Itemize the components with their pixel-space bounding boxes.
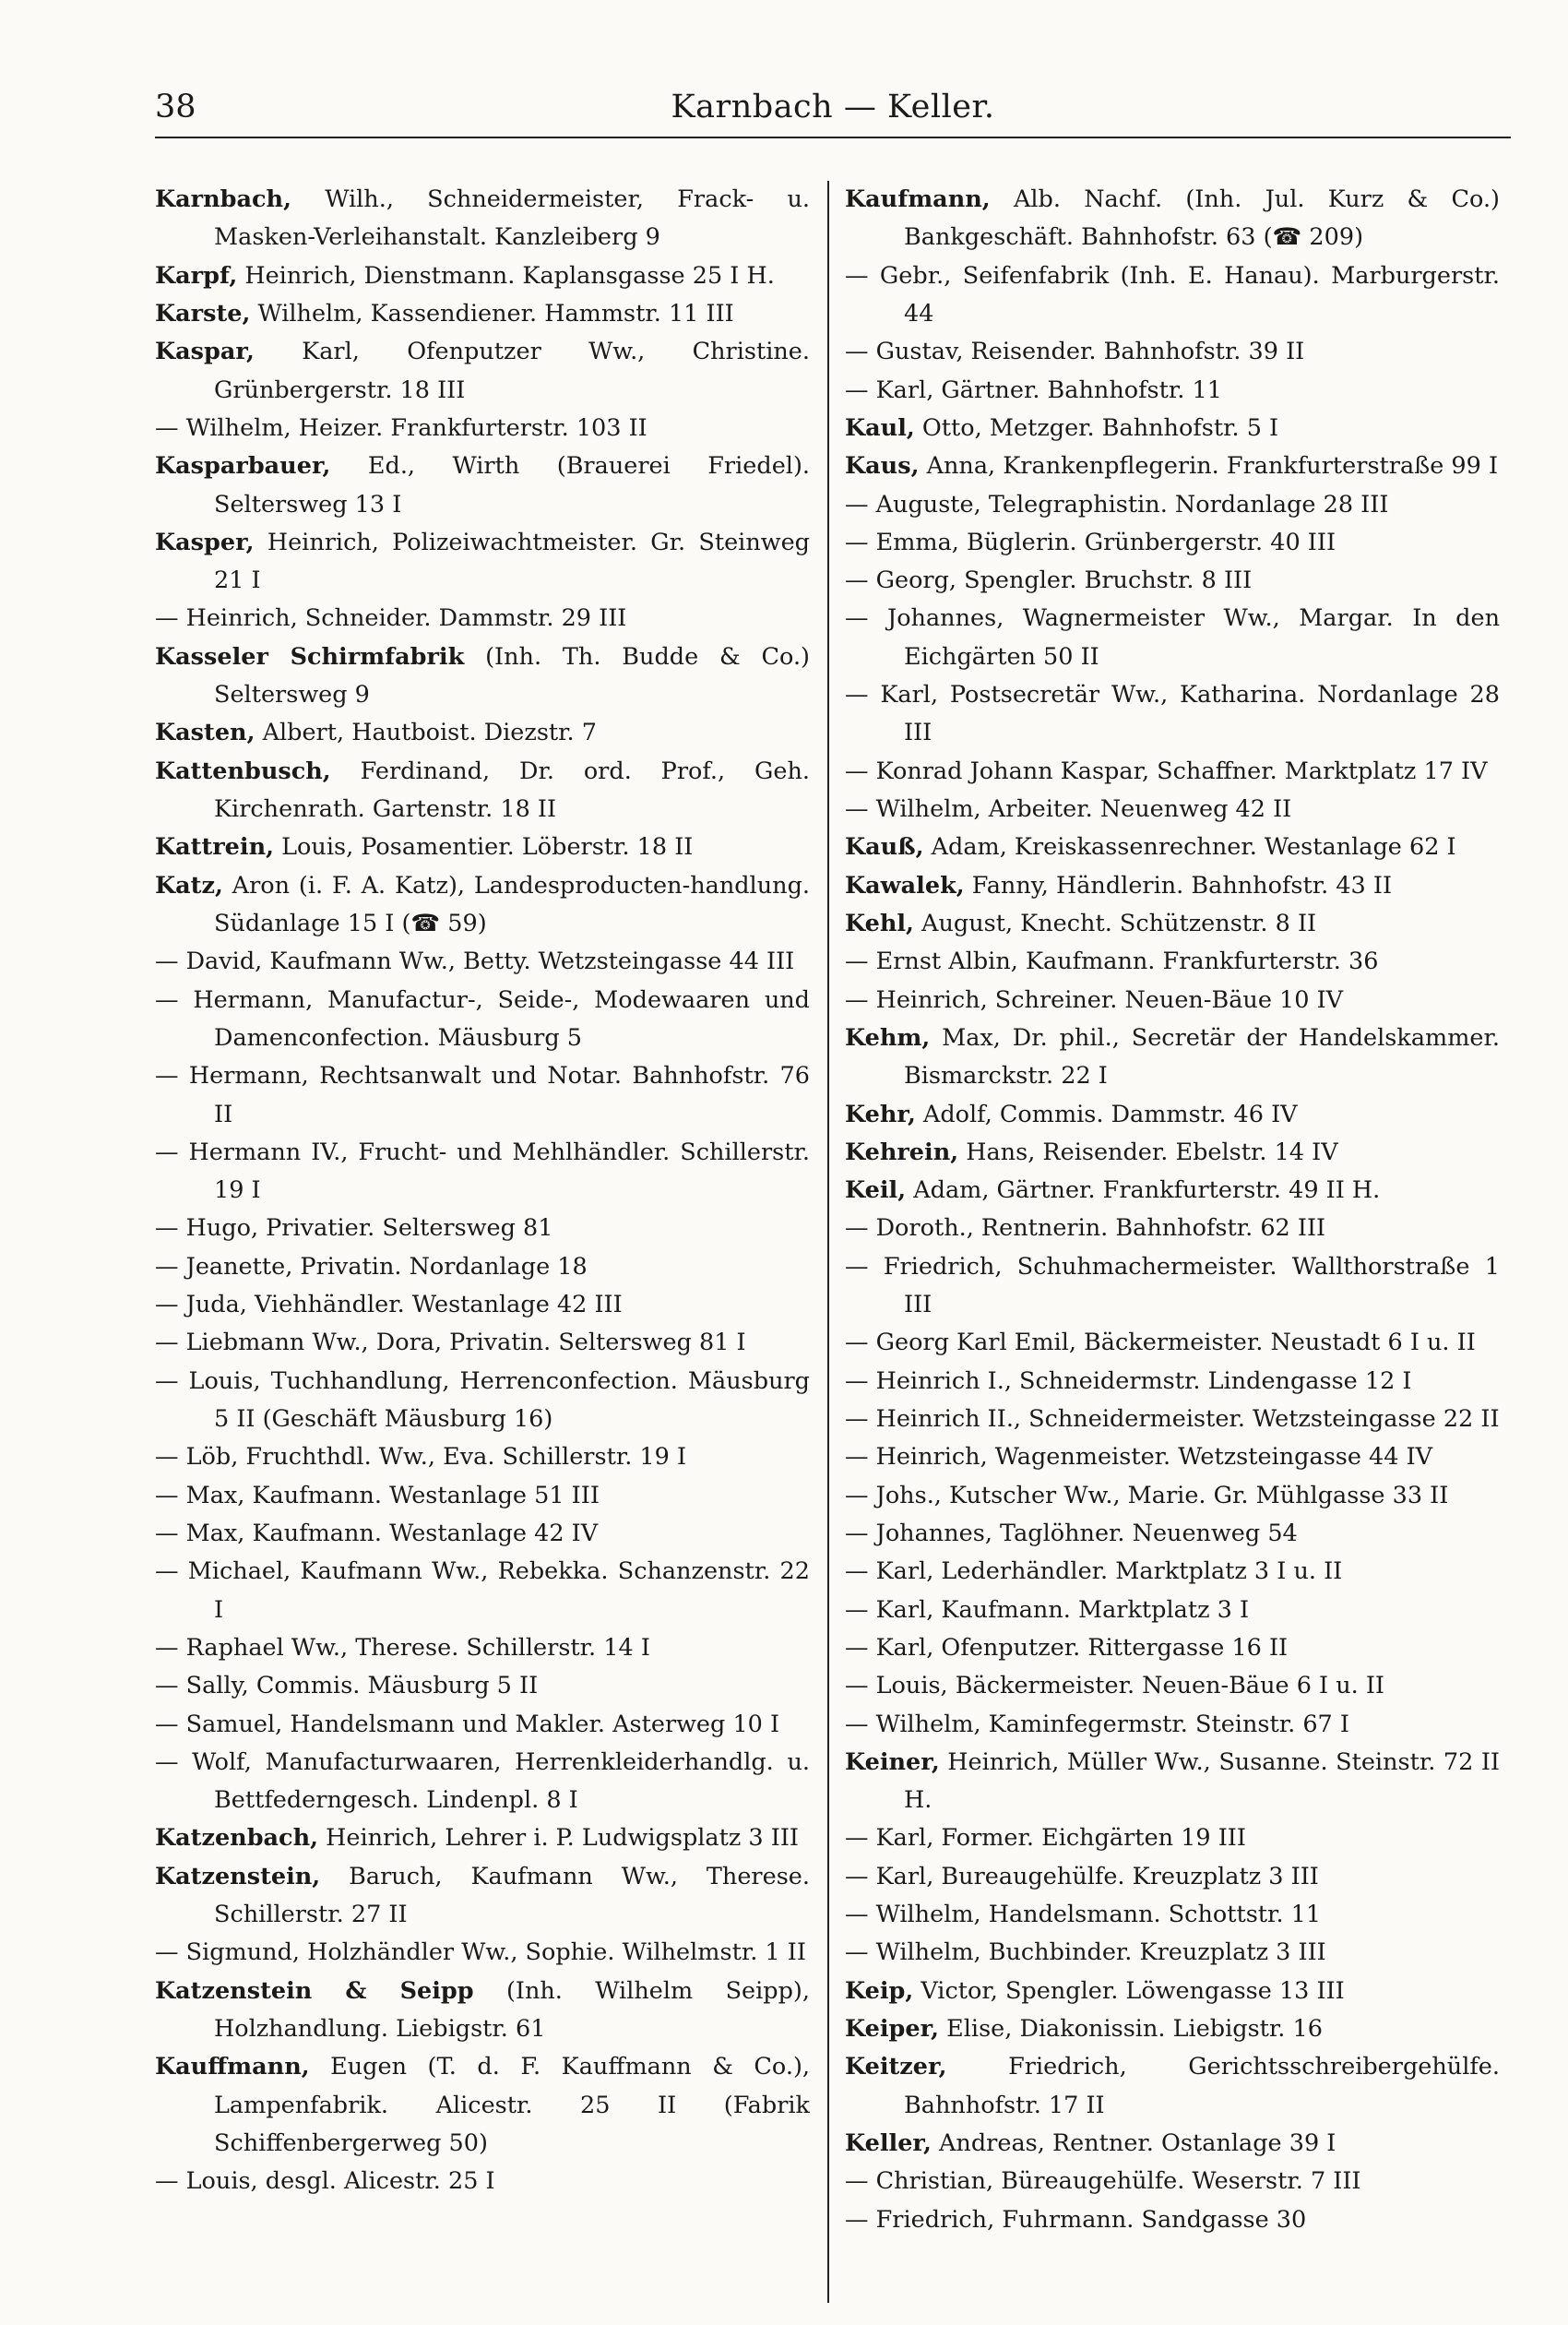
entry-text: — Heinrich II., Schneidermeister. Wetzsteingasse 22 II [845,1405,1500,1433]
entry-text: — Karl, Bureaugehülfe. Kreuzplatz 3 III [845,1862,1319,1890]
directory-entry [155,1706,810,1744]
entry-name: Kasten, [155,719,255,747]
entry-text: Victor, Spengler. Löwengasse 13 III [913,1976,1345,2005]
entry-text: Alb. Nachf. (Inh. Jul. Kurz & Co.) Bankgeschäft. Bahnhofstr. 63 (☎ 209) [904,185,1500,252]
entry-text: Adam, Kreiskassenrechner. Westanlage 62 I [923,833,1456,862]
directory-entry [845,1744,1500,1820]
directory-entry [845,1477,1500,1515]
entry-text: — Wilhelm, Arbeiter. Neuenweg 42 II [845,795,1292,823]
entry-text: — Christian, Büreaugehülfe. Weserstr. 7 III [845,2167,1361,2196]
entry-text: — Wolf, Manufacturwaaren, Herrenkleiderhandlg. u. Bettfederngesch. Lindenpl. 8 I [155,1747,810,1815]
entry-name: Katz, [155,871,223,900]
entry-text: Wilhelm, Kassendiener. Hammstr. 11 III [250,299,734,328]
entry-text: — Wilhelm, Kaminfegermstr. Steinstr. 67 I [845,1710,1349,1738]
entry-text: — Karl, Kaufmann. Marktplatz 3 I [845,1595,1250,1624]
directory-entry [845,1019,1500,1096]
directory-entry [155,1210,810,1247]
entry-text: — Hermann, Manufactur-, Seide-, Modewaaren und Damenconfection. Mäusburg 5 [155,985,810,1052]
entry-name: Kattenbusch, [155,757,331,785]
directory-entry [155,1515,810,1553]
directory-entry [845,1858,1500,1896]
directory-entry [155,600,810,638]
entry-text: Otto, Metzger. Bahnhofstr. 5 I [914,413,1279,442]
entry-text: Heinrich, Müller Ww., Susanne. Steinstr. 72 II H. [904,1747,1500,1815]
entry-text: — Konrad Johann Kaspar, Schaffner. Marktplatz 17 IV [845,757,1488,785]
entry-name: Kehr, [845,1100,916,1128]
directory-entry [845,1896,1500,1934]
directory-entry [155,295,810,333]
directory-entry [845,753,1500,791]
entry-text: Ferdinand, Dr. ord. Prof., Geh. Kirchenrath. Gartenstr. 18 II [214,757,810,823]
entry-text: — Löb, Fruchthdl. Ww., Eva. Schillerstr. 19 I [155,1443,687,1472]
entry-text: — Gustav, Reisender. Bahnhofstr. 39 II [845,338,1305,366]
entry-text: Louis, Posamentier. Löberstr. 18 II [274,833,694,862]
directory-entry [845,1553,1500,1591]
entry-text: — Hermann IV., Frucht- und Mehlhändler. Schillerstr. 19 I [155,1138,810,1205]
entry-text: Max, Dr. phil., Secretär der Handelskammer. Bismarckstr. 22 I [904,1023,1500,1091]
entry-text: — Emma, Büglerin. Grünbergerstr. 40 III [845,528,1336,556]
directory-entry [845,1210,1500,1247]
entry-name: Kaspar, [155,338,255,366]
directory-entry [155,1934,810,1972]
entry-text: — Sigmund, Holzhändler Ww., Sophie. Wilhelmstr. 1 II [155,1938,806,1967]
directory-entry [845,2048,1500,2125]
entry-name: Kattrein, [155,833,275,862]
entry-text: — Heinrich, Schneider. Dammstr. 29 III [155,604,627,633]
entry-text: Anna, Krankenpflegerin. Frankfurterstraße 99 I [919,452,1499,481]
directory-entry [155,1134,810,1210]
entry-name: Kehl, [845,909,914,937]
entry-text: (Inh. Wilhelm Seipp), Holzhandlung. Liebigstr. 61 [214,1976,810,2043]
entry-text: — Wilhelm, Buchbinder. Kreuzplatz 3 III [845,1938,1326,1967]
entry-name: Keitzer, [845,2053,947,2081]
entry-name: Kasseler Schirmfabrik [155,642,465,671]
directory-entry [155,982,810,1058]
directory-entry [845,1248,1500,1325]
entry-text: Eugen (T. d. F. Kauffmann & Co.), Lampenfabrik. Alicestr. 25 II (Fabrik Schiffenbergerweg 50) [214,2053,810,2157]
entry-text: Karl, Ofenputzer Ww., Christine. Grünbergerstr. 18 III [214,338,810,404]
directory-entry [845,943,1500,981]
directory-entry [845,486,1500,524]
directory-entry [155,943,810,981]
entry-text: — Doroth., Rentnerin. Bahnhofstr. 62 III [845,1214,1326,1243]
column-divider [827,181,829,2303]
directory-entry [155,829,810,866]
entry-name: Karste, [155,299,251,328]
directory-entry [845,1592,1500,1629]
directory-entry [845,1515,1500,1553]
entry-text: — Raphael Ww., Therese. Schillerstr. 14 I [155,1633,650,1662]
directory-entry [155,1858,810,1935]
entry-text: — Max, Kaufmann. Westanlage 42 IV [155,1519,599,1547]
directory-entry [845,982,1500,1019]
entry-name: Kehm, [845,1023,931,1052]
directory-entry [845,562,1500,600]
entry-text: Baruch, Kaufmann Ww., Therese. Schillerstr. 27 II [214,1862,810,1929]
entry-text: — Gebr., Seifenfabrik (Inh. E. Hanau). Marburgerstr. 44 [845,261,1500,328]
entry-text: — Louis, Bäckermeister. Neuen-Bäue 6 I u. II [845,1672,1384,1700]
entry-text: — Samuel, Handelsmann und Makler. Asterweg 10 I [155,1710,780,1738]
entry-text: — Hugo, Privatier. Seltersweg 81 [155,1214,553,1243]
directory-entry [155,447,810,524]
entry-text: Heinrich, Polizeiwachtmeister. Gr. Steinweg 21 I [214,528,810,595]
directory-entry [155,1819,810,1857]
entry-text: — Sally, Commis. Mäusburg 5 II [155,1672,539,1700]
entry-text: Andreas, Rentner. Ostanlage 39 I [931,2128,1336,2157]
directory-entry [155,2163,810,2200]
directory-entry [155,257,810,295]
entry-text: — Heinrich, Schreiner. Neuen-Bäue 10 IV [845,985,1344,1014]
entry-name: Kehrein, [845,1138,959,1166]
entry-text: — Karl, Postsecretär Ww., Katharina. Nordanlage 28 III [845,681,1500,747]
directory-entry [845,181,1500,257]
directory-entry [155,333,810,410]
directory-entry [155,524,810,601]
directory-entry [845,1973,1500,2010]
directory-entry [845,1324,1500,1362]
directory-entry [845,1134,1500,1172]
entry-text: — Karl, Lederhändler. Marktplatz 3 I u. II [845,1557,1343,1586]
directory-entry [155,1477,810,1515]
entry-text: — Heinrich, Wagenmeister. Wetzsteingasse 44 IV [845,1443,1433,1472]
directory-entry [845,791,1500,829]
entry-text: Wilh., Schneidermeister, Frack- u. Masken-Verleihanstalt. Kanzleiberg 9 [214,185,810,252]
entry-text: — Heinrich I., Schneidermstr. Lindengasse 12 I [845,1366,1412,1395]
directory-entry [155,181,810,257]
entry-text: — Wilhelm, Handelsmann. Schottstr. 11 [845,1901,1322,1929]
entry-text: Adolf, Commis. Dammstr. 46 IV [915,1100,1298,1128]
entry-text: Albert, Hautboist. Diezstr. 7 [255,719,597,747]
directory-entry [155,1248,810,1286]
entry-text: Fanny, Händlerin. Bahnhofstr. 43 II [964,871,1393,900]
entry-text: — Johannes, Wagnermeister Ww., Margar. In den Eichgärten 50 II [845,604,1500,671]
entry-text: — Friedrich, Schuhmachermeister. Wallthorstraße 1 III [845,1252,1500,1319]
directory-entry [845,2010,1500,2048]
directory-entry [155,1438,810,1476]
directory-entry [155,1324,810,1362]
entry-text: Elise, Diakonissin. Liebigstr. 16 [939,2015,1323,2043]
entry-text: — Liebmann Ww., Dora, Privatin. Seltersweg 81 I [155,1329,746,1357]
directory-entry [155,1667,810,1705]
directory-entry [845,2163,1500,2200]
directory-entry [845,1629,1500,1667]
directory-entry [155,2048,810,2163]
directory-entry [155,1286,810,1324]
entry-text: August, Knecht. Schützenstr. 8 II [913,909,1317,937]
entry-name: Keip, [845,1976,914,2005]
directory-entry [155,1363,810,1439]
entry-name: Kawalek, [845,871,965,900]
entry-text: — Juda, Viehhändler. Westanlage 42 III [155,1291,623,1319]
entry-name: Kaul, [845,413,915,442]
directory-entry [845,1934,1500,1972]
entry-text: — Johannes, Taglöhner. Neuenweg 54 [845,1519,1298,1547]
entry-name: Karpf, [155,261,238,290]
directory-entry [155,638,810,715]
directory-entry [155,714,810,752]
entry-text: — Hermann, Rechtsanwalt und Notar. Bahnhofstr. 76 II [155,1062,810,1128]
directory-entry [155,1973,810,2049]
entry-text: Ed., Wirth (Brauerei Friedel). Seltersweg 13 I [214,452,810,519]
entry-columns [155,181,1511,2303]
directory-entry [845,447,1500,485]
entry-name: Katzenstein, [155,1862,321,1890]
entry-text: — Karl, Gärtner. Bahnhofstr. 11 [845,376,1222,404]
entry-name: Kauffmann, [155,2053,310,2081]
entry-text: — Johs., Kutscher Ww., Marie. Gr. Mühlgasse 33 II [845,1481,1449,1509]
directory-entry [845,1438,1500,1476]
entry-name: Karnbach, [155,185,291,213]
directory-entry [845,2125,1500,2163]
entry-text: — Michael, Kaufmann Ww., Rebekka. Schanzenstr. 22 I [155,1557,810,1624]
entry-name: Keiner, [845,1747,940,1776]
directory-entry [845,410,1500,447]
entry-text: Friedrich, Gerichtsschreibergehülfe. Bahnhofstr. 17 II [904,2053,1500,2119]
entry-text: Adam, Gärtner. Frankfurterstr. 49 II H. [906,1176,1381,1205]
entry-text: — David, Kaufmann Ww., Betty. Wetzsteingasse 44 III [155,948,795,976]
entry-name: Kasparbauer, [155,452,331,481]
entry-text: — Georg, Spengler. Bruchstr. 8 III [845,566,1253,595]
page-header [155,85,1511,138]
directory-entry [845,1363,1500,1401]
entry-text: — Karl, Ofenputzer. Rittergasse 16 II [845,1633,1289,1662]
directory-entry [155,753,810,829]
page-number: 38 [155,89,196,125]
directory-entry [845,905,1500,943]
entry-text: — Jeanette, Privatin. Nordanlage 18 [155,1252,588,1281]
left-column [155,181,810,2303]
entry-text: — Louis, desgl. Alicestr. 25 I [155,2167,495,2196]
entry-text: — Georg Karl Emil, Bäckermeister. Neustadt 6 I u. II [845,1329,1476,1357]
directory-entry [155,1057,810,1134]
directory-entry [155,410,810,447]
directory-entry [845,1096,1500,1134]
directory-entry [845,1706,1500,1744]
entry-text: Heinrich, Dienstmann. Kaplansgasse 25 I H. [237,261,775,290]
entry-name: Kasper, [155,528,255,556]
directory-entry [155,867,810,944]
directory-entry [155,1553,810,1629]
entry-text: — Max, Kaufmann. Westanlage 51 III [155,1481,600,1509]
directory-entry [845,867,1500,905]
entry-name: Keller, [845,2128,932,2157]
directory-entry [845,257,1500,334]
directory-entry [845,1401,1500,1438]
entry-text: Aron (i. F. A. Katz), Landesproducten-handlung. Südanlage 15 I (☎ 59) [214,871,810,937]
entry-text: — Ernst Albin, Kaufmann. Frankfurterstr. 36 [845,948,1379,976]
entry-name: Kaus, [845,452,920,481]
entry-text: — Karl, Former. Eichgärten 19 III [845,1824,1246,1853]
entry-text: — Friedrich, Fuhrmann. Sandgasse 30 [845,2205,1307,2234]
directory-entry [845,524,1500,562]
directory-entry [845,372,1500,410]
entry-name: Kaufmann, [845,185,991,213]
directory-entry [845,1172,1500,1210]
directory-entry [845,829,1500,866]
entry-name: Keil, [845,1176,907,1205]
entry-text: (Inh. Th. Budde & Co.) Seltersweg 9 [214,642,810,709]
directory-entry [845,676,1500,753]
directory-entry [845,333,1500,371]
entry-name: Kauß, [845,833,924,862]
entry-text: — Louis, Tuchhandlung, Herrenconfection. Mäusburg 5 II (Geschäft Mäusburg 16) [155,1366,810,1433]
entry-text: Hans, Reisender. Ebelstr. 14 IV [958,1138,1338,1166]
directory-entry [845,600,1500,676]
entry-name: Katzenstein & Seipp [155,1976,474,2005]
entry-text: — Wilhelm, Heizer. Frankfurterstr. 103 II [155,413,647,442]
entry-name: Keiper, [845,2015,940,2043]
directory-entry [845,1819,1500,1857]
entry-text: Heinrich, Lehrer i. P. Ludwigsplatz 3 III [318,1824,799,1853]
directory-entry [155,1744,810,1820]
right-column [845,181,1500,2303]
running-head: Karnbach — Keller. [671,89,995,125]
directory-entry [155,1629,810,1667]
directory-entry [845,2201,1500,2239]
entry-name: Katzenbach, [155,1824,319,1853]
directory-entry [845,1667,1500,1705]
entry-text: — Auguste, Telegraphistin. Nordanlage 28 III [845,490,1389,519]
